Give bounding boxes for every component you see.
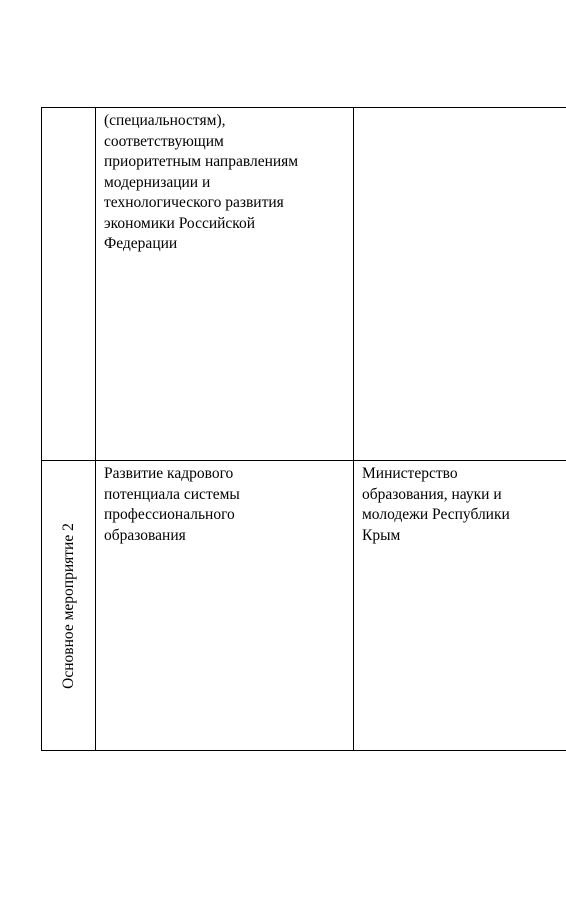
measure-number-cell: [42, 461, 96, 751]
executor-line: Министерство: [362, 465, 458, 482]
measure-description-cell: [96, 461, 354, 751]
description-line: Развитие кадрового: [104, 465, 234, 482]
description-line: (специальностям),: [104, 112, 226, 129]
description-line: технологического развития: [104, 194, 284, 211]
executor-line: Крым: [362, 526, 401, 544]
measure-number: Основное мероприятие 2: [59, 522, 77, 689]
description-line: соответствующим: [104, 132, 224, 150]
measure-description-cell: [96, 108, 354, 461]
description-line: Федерации: [104, 235, 178, 252]
executor-cell: [354, 108, 566, 461]
executor-cell: [354, 461, 566, 751]
executor-line: молодежи Республики: [362, 506, 510, 523]
description-line: экономики Российской: [104, 214, 256, 232]
table-row: [42, 461, 566, 751]
description-line: модернизации и: [104, 173, 211, 191]
description-line: профессионального: [104, 506, 235, 523]
description-line: образования: [104, 526, 186, 544]
description-line: потенциала системы: [104, 485, 240, 503]
description-line: приоритетным направлениям: [104, 153, 299, 170]
table-row: [42, 108, 566, 461]
measure-number-cell: [42, 108, 96, 461]
executor-line: образования, науки и: [362, 485, 502, 503]
document-table: [41, 107, 566, 751]
